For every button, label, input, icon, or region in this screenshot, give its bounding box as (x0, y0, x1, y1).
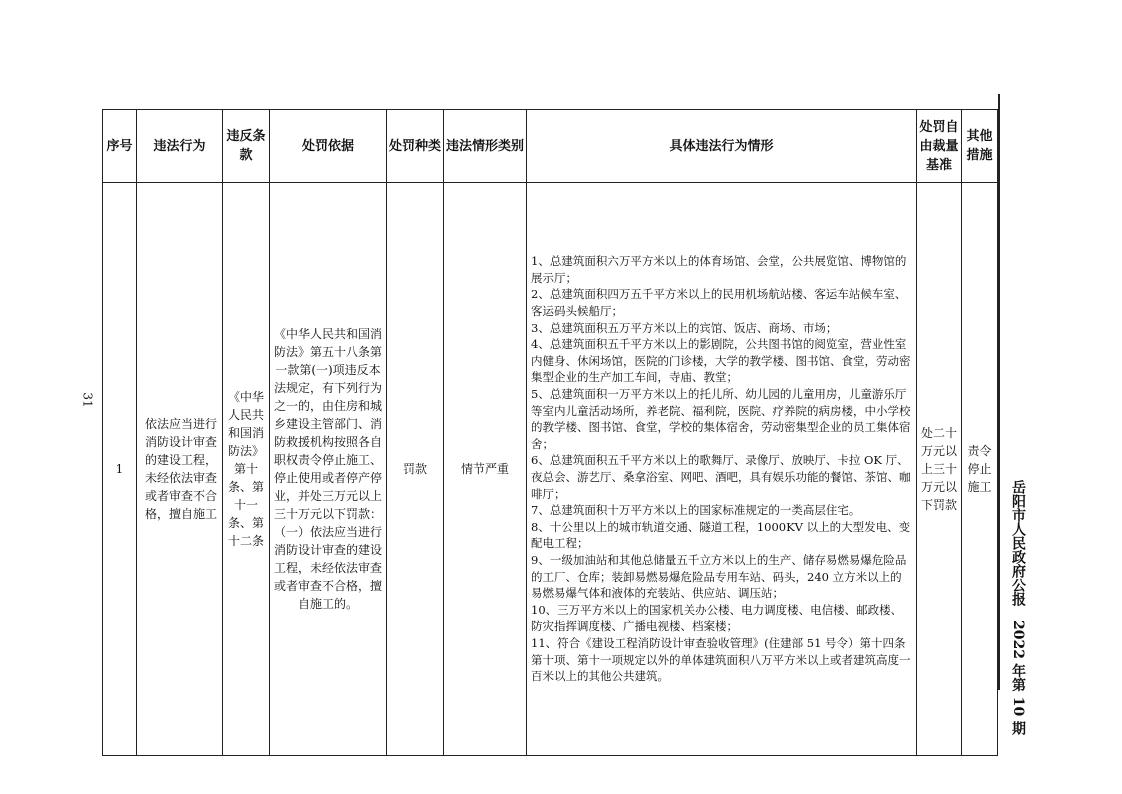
table-header-row (103, 110, 998, 183)
detail-item: 6、总建筑面积五千平方米以上的歌舞厅、录像厅、放映厅、卡拉 OK 厅、夜总会、游艺厅、桑拿浴室、网吧、酒吧，具有娱乐功能的餐馆、茶馆、咖啡厅； (531, 453, 911, 501)
detail-item: 5、总建筑面积一万平方米以上的托儿所、幼儿园的儿童用房，儿童游乐厅等室内儿童活动场所，养老院、福利院，医院、疗养院的病房楼，中小学校的教学楼、图书馆、食堂，学校的集体宿舍，劳动密集型企业的员工集体宿舍； (531, 387, 911, 451)
side-divider (998, 94, 1000, 690)
penalty-standard-table (102, 109, 998, 756)
cell-category: 情节严重 (444, 183, 527, 756)
header-other: 其他措施 (962, 110, 998, 183)
detail-item: 11、符合《建设工程消防设计审查验收管理》(住建部 51 号令）第十四条第十项、第十一项规定以外的单体建筑面积八万平方米以上或者建筑高度一百米以上的其他公共建筑。 (531, 635, 911, 684)
cell-discretion: 处二十万元以上三十万元以下罚款 (917, 183, 962, 756)
detail-item: 2、总建筑面积四万五千平方米以上的民用机场航站楼、客运车站候车室、客运码头候船厅； (531, 287, 907, 319)
detail-item: 4、总建筑面积五千平方米以上的影剧院，公共图书馆的阅览室，营业性室内健身、休闲场馆，医院的门诊楼，大学的教学楼、图书馆、食堂，劳动密集型企业的生产加工车间，寺庙、教堂； (531, 337, 911, 385)
detail-item: 10、三万平方米以上的国家机关办公楼、电力调度楼、电信楼、邮政楼、防灾指挥调度楼、广播电视楼、档案楼； (531, 602, 903, 634)
detail-item: 7、总建筑面积十万平方米以上的国家标准规定的一类高层住宅。 (531, 503, 861, 518)
detail-item: 3、总建筑面积五万平方米以上的宾馆、饭店、商场、市场； (531, 320, 838, 335)
table-row (103, 183, 998, 756)
cell-details (527, 183, 917, 756)
cell-violation: 依法应当进行消防设计审查的建设工程，未经依法审查或者审查不合格，擅自施工 (137, 183, 223, 756)
cell-article: 《中华人民共和国消防法》第十条、第十一条、第十二条 (223, 183, 270, 756)
page-number: 31 (80, 392, 95, 408)
header-violation: 违法行为 (137, 110, 223, 183)
header-penalty-type: 处罚种类 (387, 110, 444, 183)
basis-text: 《中华人民共和国消防法》第五十八条第一款第(一)项违反本法规定，有下列行为之一的，由住房和城乡建设主管部门、消防救援机构按照各自职权责令停止施工、停止使用或者停产停业，并处三万元以上三十万元以下罚款： （一）依法应当进行消防设计审查的建设工程，未经依法审查或者审查不合格，擅自施工的。 (273, 327, 382, 611)
header-article: 违反条款 (223, 110, 270, 183)
detail-item: 8、十公里以上的城市轨道交通、隧道工程，1000KV 以上的大型发电、变配电工程； (531, 519, 911, 551)
header-basis: 处罚依据 (270, 110, 387, 183)
header-category: 违法情形类别 (444, 110, 527, 183)
publication-header: 岳阳市人民政府公报 2022 年第 10 期 (1010, 480, 1026, 736)
header-details: 具体违法行为情形 (527, 110, 917, 183)
detail-item: 1、总建筑面积六万平方米以上的体育场馆、会堂，公共展览馆、博物馆的展示厅； (531, 254, 907, 285)
cell-seq: 1 (103, 183, 137, 756)
header-discretion: 处罚自由裁量基准 (917, 110, 962, 183)
cell-other: 责令停止施工 (962, 183, 998, 756)
detail-item: 9、一级加油站和其他总储量五千立方米以上的生产、储存易燃易爆危险品的工厂、仓库；装卸易燃易爆危险品专用车站、码头，240 立方米以上的易燃易爆气体和液体的充装站、供应站、调压站； (531, 552, 907, 601)
cell-penalty-type: 罚款 (387, 183, 444, 756)
cell-basis (270, 183, 387, 756)
header-seq: 序号 (103, 110, 137, 183)
